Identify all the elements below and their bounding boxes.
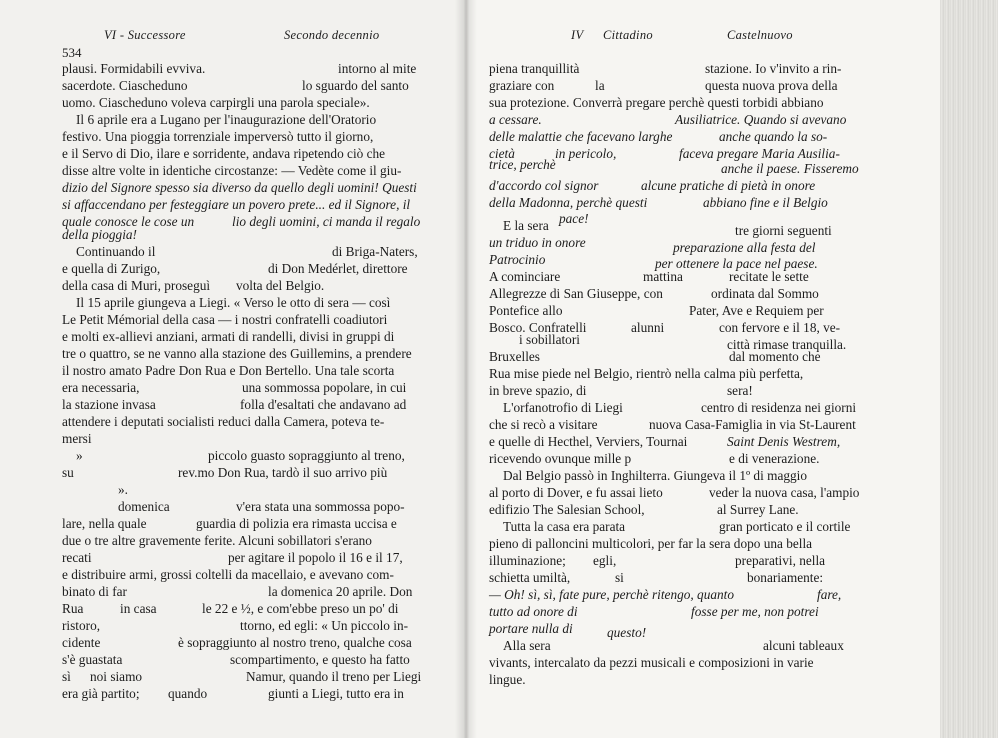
text-line: recati <box>62 550 92 565</box>
text-line: scompartimento, e questo ha fatto <box>230 652 410 667</box>
text-line: E la sera <box>503 218 549 233</box>
text-line: la stazione invasa <box>62 397 156 412</box>
running-header-chapter: IV <box>571 28 584 42</box>
text-line: lo sguardo del santo <box>302 78 409 93</box>
text-line: a cessare. <box>489 112 542 127</box>
text-line: e distribuire armi, grossi coltelli da macellaio, e avevano com- <box>62 567 394 582</box>
text-line: Bruxelles <box>489 349 540 364</box>
text-line: preparazione alla festa del <box>673 240 816 255</box>
text-line: al porto di Dover, e fu assai lieto <box>489 485 663 500</box>
text-line: quale conosce le cose un <box>62 214 195 229</box>
text-line: che si recò a visitare <box>489 417 598 432</box>
text-line: due o tre altre gravemente ferite. Alcuni sobillatori s'erano <box>62 533 372 548</box>
text-line: » <box>76 448 83 463</box>
text-line: una sommossa popolare, in cui <box>242 380 407 395</box>
text-line: un triduo in onore <box>489 235 586 250</box>
text-line: fare, <box>817 587 842 602</box>
text-line: è sopraggiunto al nostro treno, qualche cosa <box>178 635 412 650</box>
text-line: abbiano fine e il Belgio <box>703 195 828 210</box>
text-line: binato di far <box>62 584 127 599</box>
text-line: Le Petit Mémorial della casa — i nostri confratelli coadiutori <box>62 312 388 327</box>
text-line: cidente <box>62 635 101 650</box>
text-line: anche il paese. Fisseremo <box>721 161 859 176</box>
text-line: di Don Medérlet, direttore <box>268 261 408 276</box>
text-line: mersi <box>62 431 92 446</box>
text-line: guardia di polizia era rimasta uccisa e <box>196 516 397 531</box>
text-line: gran porticato e il cortile <box>719 519 851 534</box>
text-line: e di venerazione. <box>729 451 820 466</box>
text-line: anche quando la so- <box>719 129 828 144</box>
right-page <box>465 0 998 738</box>
page-number: 534 <box>62 45 82 60</box>
text-line: d'accordo col signor <box>489 178 599 193</box>
text-line: mattina <box>643 269 683 284</box>
text-line: i sobillatori <box>519 332 580 347</box>
text-line: sì <box>62 669 71 684</box>
text-line: in breve spazio, di <box>489 383 587 398</box>
text-line: fosse per me, non potrei <box>691 604 819 619</box>
text-line: Patrocinio <box>489 252 546 267</box>
text-line: A cominciare <box>489 269 561 284</box>
text-line: piccolo guasto sopraggiunto al treno, <box>208 448 405 463</box>
text-line: Pater, Ave e Requiem per <box>689 303 824 318</box>
text-line: di Briga-Naters, <box>332 244 418 259</box>
text-line: Namur, quando il treno per Liegi <box>246 669 422 684</box>
text-line: uomo. Ciascheduno voleva carpirgli una parola speciale». <box>62 95 370 110</box>
text-line: e molti ex-allievi anziani, armati di randelli, divisi in gruppi di <box>62 329 395 344</box>
text-line: quando <box>168 686 208 701</box>
text-line: con fervore e il 18, ve- <box>719 320 841 335</box>
running-header-mid: Cittadino <box>603 28 653 42</box>
text-line: noi siamo <box>90 669 143 684</box>
text-line: e il Servo di Dio, ilare e sorridente, andava ripetendo ciò che <box>62 146 386 161</box>
text-line: vivants, intercalato da pezzi musicali e composizioni in varie <box>489 655 814 670</box>
text-line: bonariamente: <box>747 570 824 585</box>
text-line: dal momento che <box>729 349 821 364</box>
text-line: Pontefice allo <box>489 303 563 318</box>
text-line: città rimase tranquilla. <box>727 337 847 352</box>
text-line: della pioggia! <box>62 227 137 242</box>
left-page <box>0 0 465 738</box>
text-line: stazione. Io v'invito a rin- <box>705 61 842 76</box>
text-line: sacerdote. Ciascheduno <box>62 78 188 93</box>
text-line: per ottenere la pace nel paese. <box>655 256 818 271</box>
text-line: plausi. Formidabili evviva. <box>62 61 206 76</box>
text-line: Rua <box>62 601 84 616</box>
text-line: rev.mo Don Rua, tardò il suo arrivo più <box>178 465 388 480</box>
text-line: Saint Denis Westrem, <box>727 434 841 449</box>
text-line: Rua mise piede nel Belgio, rientrò nella calma più perfetta, <box>489 366 804 381</box>
text-line: edifizio The Salesian School, <box>489 502 645 517</box>
text-line: lare, nella quale <box>62 516 147 531</box>
text-line: v'era stata una sommossa popo- <box>236 499 405 514</box>
text-line: si <box>615 570 624 585</box>
text-line: disse altre volte in identiche circostanze: — Vedète come il giu- <box>62 163 402 178</box>
text-line: era già partito; <box>62 686 140 701</box>
text-line: questo! <box>607 625 647 640</box>
text-line: cietà <box>489 146 515 161</box>
text-line: era necessaria, <box>62 380 140 395</box>
text-line: in casa <box>120 601 157 616</box>
running-header-right: Castelnuovo <box>727 28 793 42</box>
text-line: il nostro amato Padre Don Rua e Don Bertello. Una tale scorta <box>62 363 395 378</box>
text-line: per agitare il popolo il 16 e il 17, <box>228 550 403 565</box>
text-line: Il 15 aprile giungeva a Liegi. « Verso le otto di sera — così <box>76 295 391 310</box>
text-line: su <box>62 465 74 480</box>
text-line: la <box>595 78 605 93</box>
text-line: attendere i deputati socialisti reduci dalla Camera, poteva te- <box>62 414 385 429</box>
text-line: illuminazione; <box>489 553 566 568</box>
text-line: preparativi, nella <box>735 553 826 568</box>
text-line: della casa di Muri, proseguì <box>62 278 211 293</box>
text-line: tre giorni seguenti <box>735 223 832 238</box>
running-header-left: VI - Successore <box>104 28 186 42</box>
text-line: schietta umiltà, <box>489 570 571 585</box>
text-line: al Surrey Lane. <box>717 502 799 517</box>
text-line: sera! <box>727 383 753 398</box>
text-line: piena tranquillità <box>489 61 580 76</box>
text-line: Il 6 aprile era a Lugano per l'inaugurazione dell'Oratorio <box>76 112 377 127</box>
text-line: e quella di Zurigo, <box>62 261 161 276</box>
text-line: festivo. Una pioggia torrenziale imperversò tutto il giorno, <box>62 129 374 144</box>
text-line: Alla sera <box>503 638 551 653</box>
text-line: Dal Belgio passò in Inghilterra. Giungeva il 1º di maggio <box>503 468 807 483</box>
text-line: questa nuova prova della <box>705 78 838 93</box>
text-line: ». <box>118 482 128 497</box>
text-line: volta del Belgio. <box>236 278 325 293</box>
text-line: Tutta la casa era parata <box>503 519 626 534</box>
text-line: L'orfanotrofio di Liegi <box>503 400 623 415</box>
text-line: in pericolo, <box>555 146 617 161</box>
text-line: tre o quattro, se ne vanno alla stazione des Guillemins, a prendere <box>62 346 412 361</box>
text-line: delle malattie che facevano larghe <box>489 129 673 144</box>
text-line: trice, perchè <box>489 157 556 172</box>
text-line: lio degli uomini, ci manda il regalo <box>232 214 421 229</box>
text-line: pieno di palloncini multicolori, per far la sera dopo una bella <box>489 536 813 551</box>
text-line: recitate le sette <box>729 269 809 284</box>
text-line: ricevendo ovunque mille p <box>489 451 632 466</box>
text-line: portare nulla di <box>489 621 573 636</box>
text-line: domenica <box>118 499 170 514</box>
text-line: alunni <box>631 320 665 335</box>
text-line: — Oh! sì, sì, fate pure, perchè ritengo, quanto <box>489 587 734 602</box>
text-line: faceva pregare Maria Ausilia- <box>679 146 840 161</box>
text-line: centro di residenza nei giorni <box>701 400 857 415</box>
text-line: lingue. <box>489 672 526 687</box>
text-line: s'è guastata <box>62 652 123 667</box>
text-line: e quelle di Hecthel, Verviers, Tournai <box>489 434 688 449</box>
text-line: folla d'esaltati che andavano ad <box>240 397 407 412</box>
text-line: intorno al mite <box>338 61 417 76</box>
text-line: ristoro, <box>62 618 101 633</box>
text-line: giunti a Liegi, tutto era in <box>268 686 404 701</box>
text-line: pace! <box>559 211 589 226</box>
page-edge-stack <box>940 0 998 738</box>
text-line: egli, <box>593 553 617 568</box>
text-line: graziare con <box>489 78 555 93</box>
running-header-right: Secondo decennio <box>284 28 380 42</box>
text-line: si affaccendano per festeggiare un povero prete... ed il Signore, il <box>62 197 411 212</box>
text-line: Allegrezze di San Giuseppe, con <box>489 286 663 301</box>
text-line: alcuni tableaux <box>763 638 844 653</box>
text-line: alcune pratiche di pietà in onore <box>641 178 816 193</box>
text-line: ttorno, ed egli: « Un piccolo in- <box>240 618 409 633</box>
text-line: sua protezione. Converrà pregare perchè questi torbidi abbiano <box>489 95 824 110</box>
text-line: ordinata dal Sommo <box>711 286 819 301</box>
text-line: dizio del Signore spesso sia diverso da quello degli uomini! Questi <box>62 180 417 195</box>
text-line: Bosco. Confratelli <box>489 320 587 335</box>
text-line: della Madonna, perchè questi <box>489 195 648 210</box>
text-line: la domenica 20 aprile. Don <box>268 584 413 599</box>
text-line: nuova Casa-Famiglia in via St-Laurent <box>649 417 856 432</box>
text-line: Ausiliatrice. Quando si avevano <box>675 112 847 127</box>
text-line: veder la nuova casa, l'ampio <box>709 485 860 500</box>
text-line: tutto ad onore di <box>489 604 578 619</box>
book-gutter <box>455 0 477 738</box>
text-line: le 22 e ½, e com'ebbe preso un po' di <box>202 601 399 616</box>
text-line: Continuando il <box>76 244 156 259</box>
